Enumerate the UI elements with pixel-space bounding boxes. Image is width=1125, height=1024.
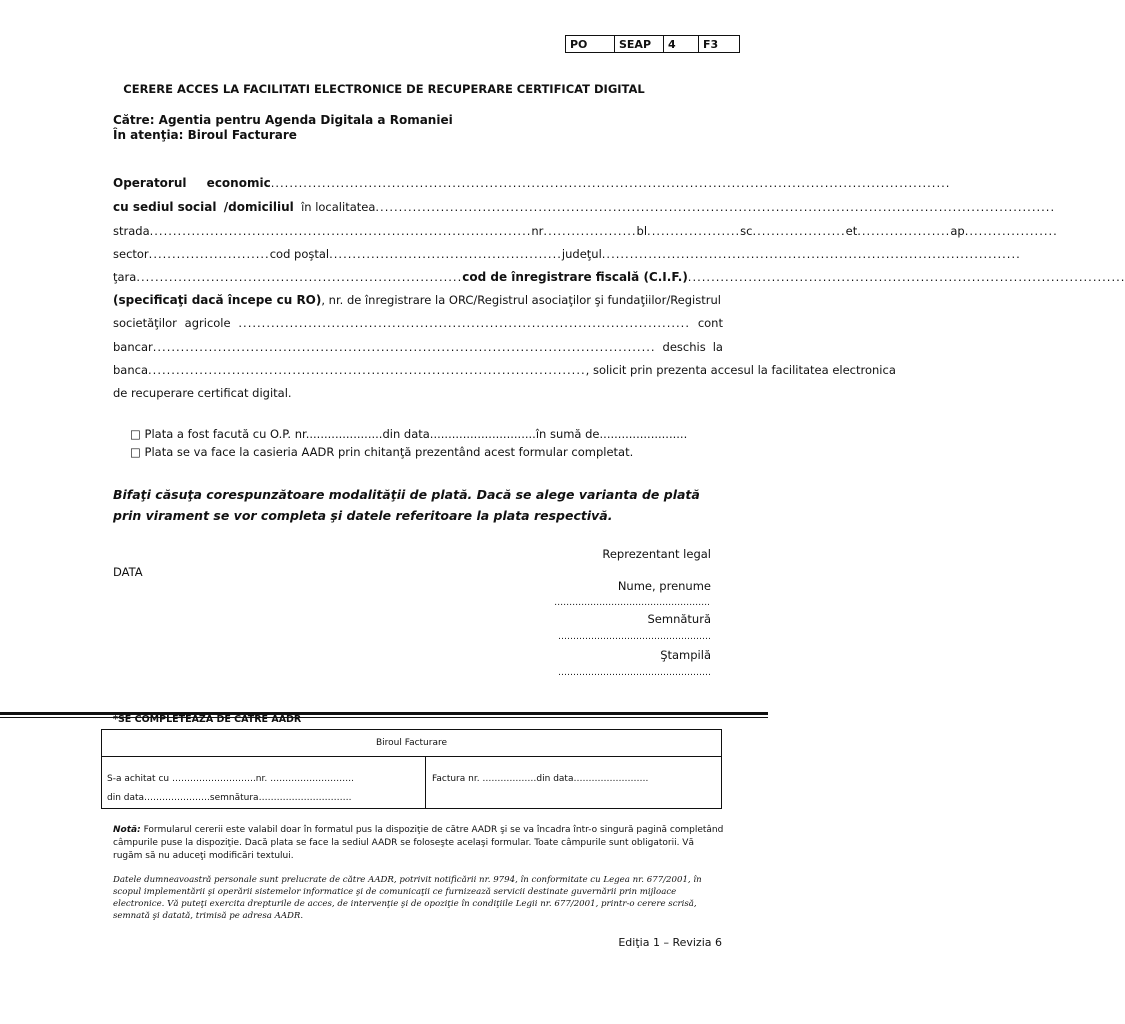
nr-label: nr: [531, 224, 544, 238]
adr-section-header: *SE COMPLETEAZA DE CATRE AADR: [113, 714, 302, 725]
form-line-societati: [113, 316, 723, 330]
bancar-text: bancar: [113, 340, 153, 354]
legal-representative-label: Reprezentant legal: [602, 547, 711, 561]
bl-label: bl: [636, 224, 648, 238]
form-line-sediu: [113, 200, 1056, 214]
et-field[interactable]: ....................: [857, 224, 951, 238]
adr-invoice-field[interactable]: Factura nr. ………………din data…………………….: [432, 774, 649, 784]
form-line-recuperare: [113, 386, 723, 400]
registru-field[interactable]: .................................................................................................: [238, 316, 690, 330]
recipient-to: Către: Agentia pentru Agenda Digitala a Romaniei: [113, 113, 453, 127]
societati-text: societăţilor: [113, 316, 177, 330]
deschis-text: deschis: [662, 340, 706, 354]
payment-instructions: Bifaţi căsuţa corespunzătoare modalităţii de plată. Dacă se alege varianta de plată prin virament se vor completa şi datele referitoare la plata respectivă.: [113, 487, 700, 523]
code-cell: PO: [566, 36, 615, 53]
domiciliu-label: /domiciliul: [223, 200, 294, 214]
note-paragraph: [113, 824, 725, 863]
signature-label: Semnătură: [647, 612, 711, 626]
code-cell: SEAP: [615, 36, 664, 53]
ap-field[interactable]: ....................: [964, 224, 1058, 238]
note-label: Notă:: [113, 825, 141, 835]
form-line-tara: [113, 270, 1125, 284]
payment-option-op[interactable]: □ Plata a fost facută cu O.P. nr.....................din data.............................în sumă de........................: [130, 427, 688, 441]
strada-label: strada: [113, 224, 150, 238]
adr-dept-title: Biroul Facturare: [102, 730, 721, 757]
ro-note: (specificaţi dacă începe cu RO): [113, 293, 322, 307]
localitate-label: în localitatea: [301, 200, 376, 214]
adr-payment-field[interactable]: S-a achitat cu ……………………….nr. ……………………….: [107, 774, 354, 784]
name-field[interactable]: …………………………………………….: [554, 598, 710, 608]
form-line-operator: [113, 176, 951, 190]
cont-field[interactable]: ............................................................................................................: [152, 340, 656, 354]
tara-label: ţara: [113, 270, 137, 284]
banca-field[interactable]: ..............................................................................................: [148, 363, 586, 377]
privacy-paragraph: Datele dumneavoastră personale sunt prelucrate de către AADR, potrivit notificării nr. 9794, în conformitate cu Legea nr. 677/2001, în scopul implementării şi operării sistemelor informatice şi de comunicaţii ce furnizează servicii destinate guvernării prin mijloace electronice. Vă puteţi exercita drepturile de acces, de intervenţie şi de opoziţie în condiţiile Legii nr. 677/2001, printr-o cerere scrisă, semnată şi datată, trimisă pe adresa AADR.: [113, 875, 702, 921]
agricole-text: agricole: [184, 316, 231, 330]
date-label: DATA: [113, 565, 143, 579]
cif-field[interactable]: ..............................................................................................: [687, 270, 1125, 284]
cif-label: cod de înregistrare fiscală (C.I.F.): [462, 270, 688, 284]
name-label: Nume, prenume: [617, 579, 711, 593]
cod-postal-field[interactable]: ..................................................: [329, 247, 562, 261]
tara-field[interactable]: ......................................................................: [136, 270, 463, 284]
sc-field[interactable]: ....................: [752, 224, 846, 238]
form-line-sector: [113, 247, 1021, 261]
form-line-bancar: [113, 340, 723, 354]
banca-label: banca: [113, 363, 149, 377]
operator-field[interactable]: ..................................................................................................................................................: [270, 176, 951, 190]
et-label: et: [845, 224, 858, 238]
form-line-banca: [113, 363, 896, 377]
adr-date-signature-field[interactable]: din data………………….semnătura………………………….: [107, 793, 352, 803]
bl-field[interactable]: ....................: [647, 224, 741, 238]
solicit-text: , solicit prin prezenta accesul la facilitatea electronica: [585, 363, 896, 377]
recuperare-text: de recuperare certificat digital.: [113, 386, 292, 400]
la-text: la: [712, 340, 723, 354]
signature-field[interactable]: ……………………………………………: [558, 632, 711, 642]
localitate-field[interactable]: ..................................................................................................................................................: [375, 200, 1056, 214]
form-line-ro: [113, 293, 723, 307]
document-title: CERERE ACCES LA FACILITATI ELECTRONICE DE RECUPERARE CERTIFICAT DIGITAL: [123, 82, 645, 96]
recipient-attention: În atenţia: Biroul Facturare: [113, 128, 297, 142]
code-cell: 4: [664, 36, 699, 53]
nr-field[interactable]: ....................: [543, 224, 637, 238]
strada-field[interactable]: ..................................................................................: [149, 224, 532, 238]
stamp-label: Ştampilă: [660, 648, 711, 662]
ap-label: ap: [950, 224, 965, 238]
cod-postal-label: cod poştal: [269, 247, 330, 261]
edition-footer: Ediţia 1 – Revizia 6: [618, 936, 722, 949]
sector-field[interactable]: ..........................: [148, 247, 270, 261]
stamp-field[interactable]: ……………………………………………: [558, 668, 711, 678]
adr-column-divider: [425, 756, 426, 808]
judet-label: judeţul: [561, 247, 602, 261]
cont-text: cont: [697, 316, 723, 330]
orc-text: , nr. de înregistrare la ORC/Registrul asociaţilor şi fundaţiilor/Registrul: [321, 293, 721, 307]
code-cell: F3: [699, 36, 740, 53]
sediu-label: cu sediul social: [113, 200, 217, 214]
note-text: Formularul cererii este valabil doar în formatul pus la dispoziţie de către AADR şi se va încadra într-o singură pagină completând câmpurile puse la dispoziţie. Dacă plata se face la sediul AADR se foloseşte acelaşi formular. Toate câmpurile sunt obligatorii. Vă rugăm să nu aduceţi modificări textului.: [113, 825, 724, 861]
document-code-table: [565, 35, 740, 53]
adr-table: [101, 729, 722, 809]
payment-option-casierie[interactable]: □ Plata se va face la casieria AADR prin chitanţă prezentând acest formular completat.: [130, 445, 634, 459]
sc-label: sc: [740, 224, 753, 238]
form-line-strada: [113, 224, 1058, 238]
sector-label: sector: [113, 247, 149, 261]
judet-field[interactable]: ..........................................................................................: [601, 247, 1021, 261]
operator-label: Operatorul economic: [113, 176, 271, 190]
